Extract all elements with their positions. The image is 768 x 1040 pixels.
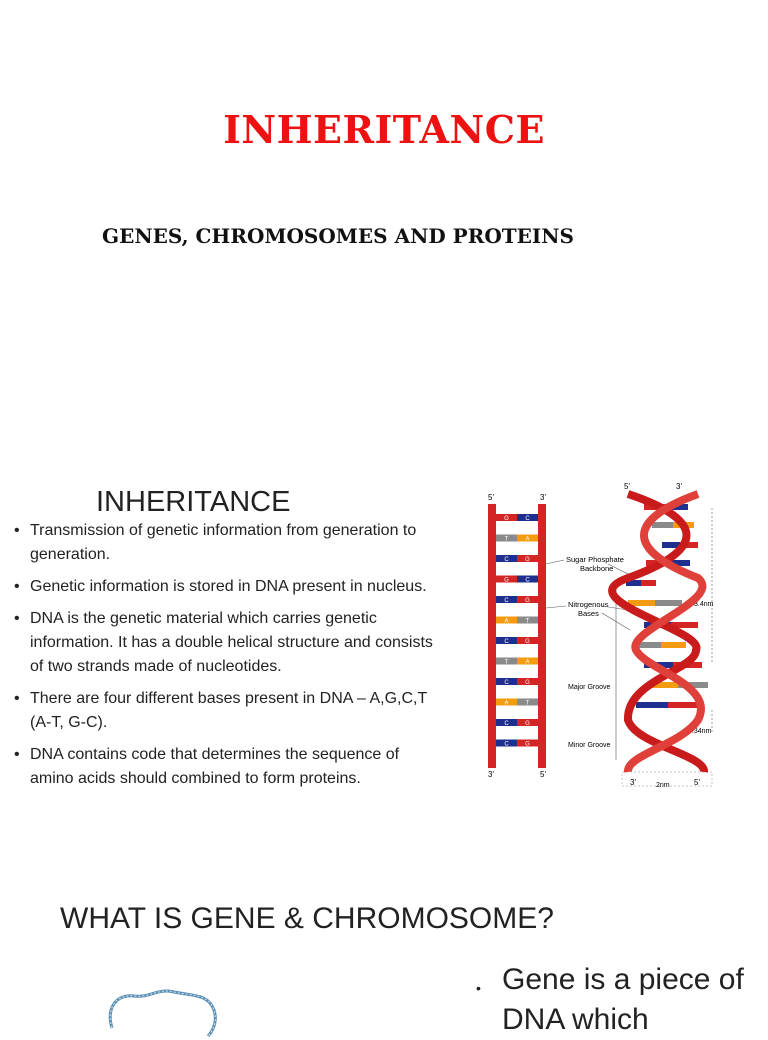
base-letter: G bbox=[504, 516, 509, 522]
bullet-item: • DNA contains code that determines the sequence of amino acids should combined to form proteins. bbox=[14, 743, 446, 791]
label-bases-line1: Nitrogenous bbox=[568, 600, 609, 609]
helix-base-t bbox=[652, 522, 673, 528]
ladder-base-pairs bbox=[496, 514, 538, 748]
base-letter: T bbox=[504, 659, 509, 666]
chromosome-strand bbox=[110, 991, 215, 1036]
bullet-item: • Transmission of genetic information from generation to generation. bbox=[14, 519, 446, 567]
base-letter: A bbox=[504, 618, 509, 625]
bullet-item: • Genetic information is stored in DNA present in nucleus. bbox=[14, 575, 446, 599]
label-minor-groove: Minor Groove bbox=[568, 742, 611, 749]
label-bases-line2: Bases bbox=[578, 609, 599, 618]
base-letter: G bbox=[504, 577, 509, 584]
ladder-backbone-left bbox=[488, 504, 496, 768]
base-letter: A bbox=[525, 659, 530, 666]
helix-base-t bbox=[655, 600, 682, 606]
base-letter: G bbox=[525, 741, 530, 748]
base-letter: A bbox=[525, 536, 530, 543]
bullet-dot-icon: • bbox=[476, 980, 481, 996]
width-label: 2nm bbox=[656, 782, 670, 789]
dna-diagram bbox=[476, 480, 720, 794]
helix-base-c bbox=[636, 702, 668, 708]
slide-title-heading: INHERITANCE bbox=[223, 107, 545, 152]
pointer-line bbox=[546, 560, 564, 564]
base-letter: C bbox=[504, 557, 509, 563]
helix-label-top-right: 3' bbox=[676, 482, 682, 491]
slide-title bbox=[0, 0, 768, 440]
label-backbone-line1: Sugar Phosphate bbox=[566, 555, 624, 564]
base-letter: A bbox=[504, 700, 509, 707]
bullet-item: • DNA is the genetic material which carries genetic information. It has a double helical structure and consists of two strands made of nucleotides. bbox=[14, 607, 446, 679]
helix-base-g bbox=[668, 702, 700, 708]
ladder-label-bottom-right: 5' bbox=[540, 770, 546, 779]
base-letter: C bbox=[504, 741, 509, 748]
helix-label-top-left: 5' bbox=[624, 482, 630, 491]
base-letter: C bbox=[525, 577, 530, 584]
base-letter: T bbox=[525, 700, 530, 707]
label-major-groove: Major Groove bbox=[568, 684, 611, 691]
helix-base-g bbox=[641, 580, 656, 586]
base-letter: G bbox=[525, 721, 530, 727]
base-letter: G bbox=[525, 557, 530, 563]
helix-base-a bbox=[661, 642, 686, 648]
ladder-label-bottom-left: 3' bbox=[488, 770, 494, 779]
base-letter: G bbox=[525, 639, 530, 645]
helix-label-bottom-left: 3' bbox=[630, 778, 636, 787]
bullet-item: • There are four different bases present in DNA – A,G,C,T (A-T, G-C). bbox=[14, 687, 446, 735]
pointer-line bbox=[546, 606, 566, 608]
ladder-backbone-right bbox=[538, 504, 546, 768]
base-letter: C bbox=[504, 721, 509, 727]
chromosome-image bbox=[104, 978, 224, 1038]
base-letter: C bbox=[504, 680, 509, 686]
dna-structure-figure bbox=[476, 480, 720, 794]
base-letter: T bbox=[504, 536, 509, 543]
slide-subtitle: GENES, CHROMOSOMES AND PROTEINS bbox=[102, 224, 574, 248]
slide-heading: WHAT IS GENE & CHROMOSOME? bbox=[60, 902, 554, 935]
helix-label-bottom-right: 5' bbox=[694, 778, 700, 787]
base-letter: C bbox=[504, 639, 509, 645]
slide-inheritance bbox=[0, 455, 768, 855]
bullet-list bbox=[14, 519, 446, 791]
ladder-label-top-left: 5' bbox=[488, 493, 494, 502]
slide-heading: INHERITANCE bbox=[96, 486, 291, 518]
base-letter: G bbox=[525, 598, 530, 604]
rise-label: 0.34nm bbox=[688, 728, 712, 735]
bullet-text: Gene is a piece of DNA which bbox=[502, 963, 744, 1036]
base-letter: G bbox=[525, 680, 530, 686]
ladder-label-top-right: 3' bbox=[540, 493, 546, 502]
base-letter: T bbox=[525, 618, 530, 625]
base-letter: C bbox=[525, 516, 530, 522]
slide-gene-chromosome bbox=[0, 870, 768, 1036]
label-backbone-line2: Backbone bbox=[580, 564, 614, 573]
pitch-label: 3.4nm bbox=[694, 601, 714, 608]
base-letter: C bbox=[504, 598, 509, 604]
